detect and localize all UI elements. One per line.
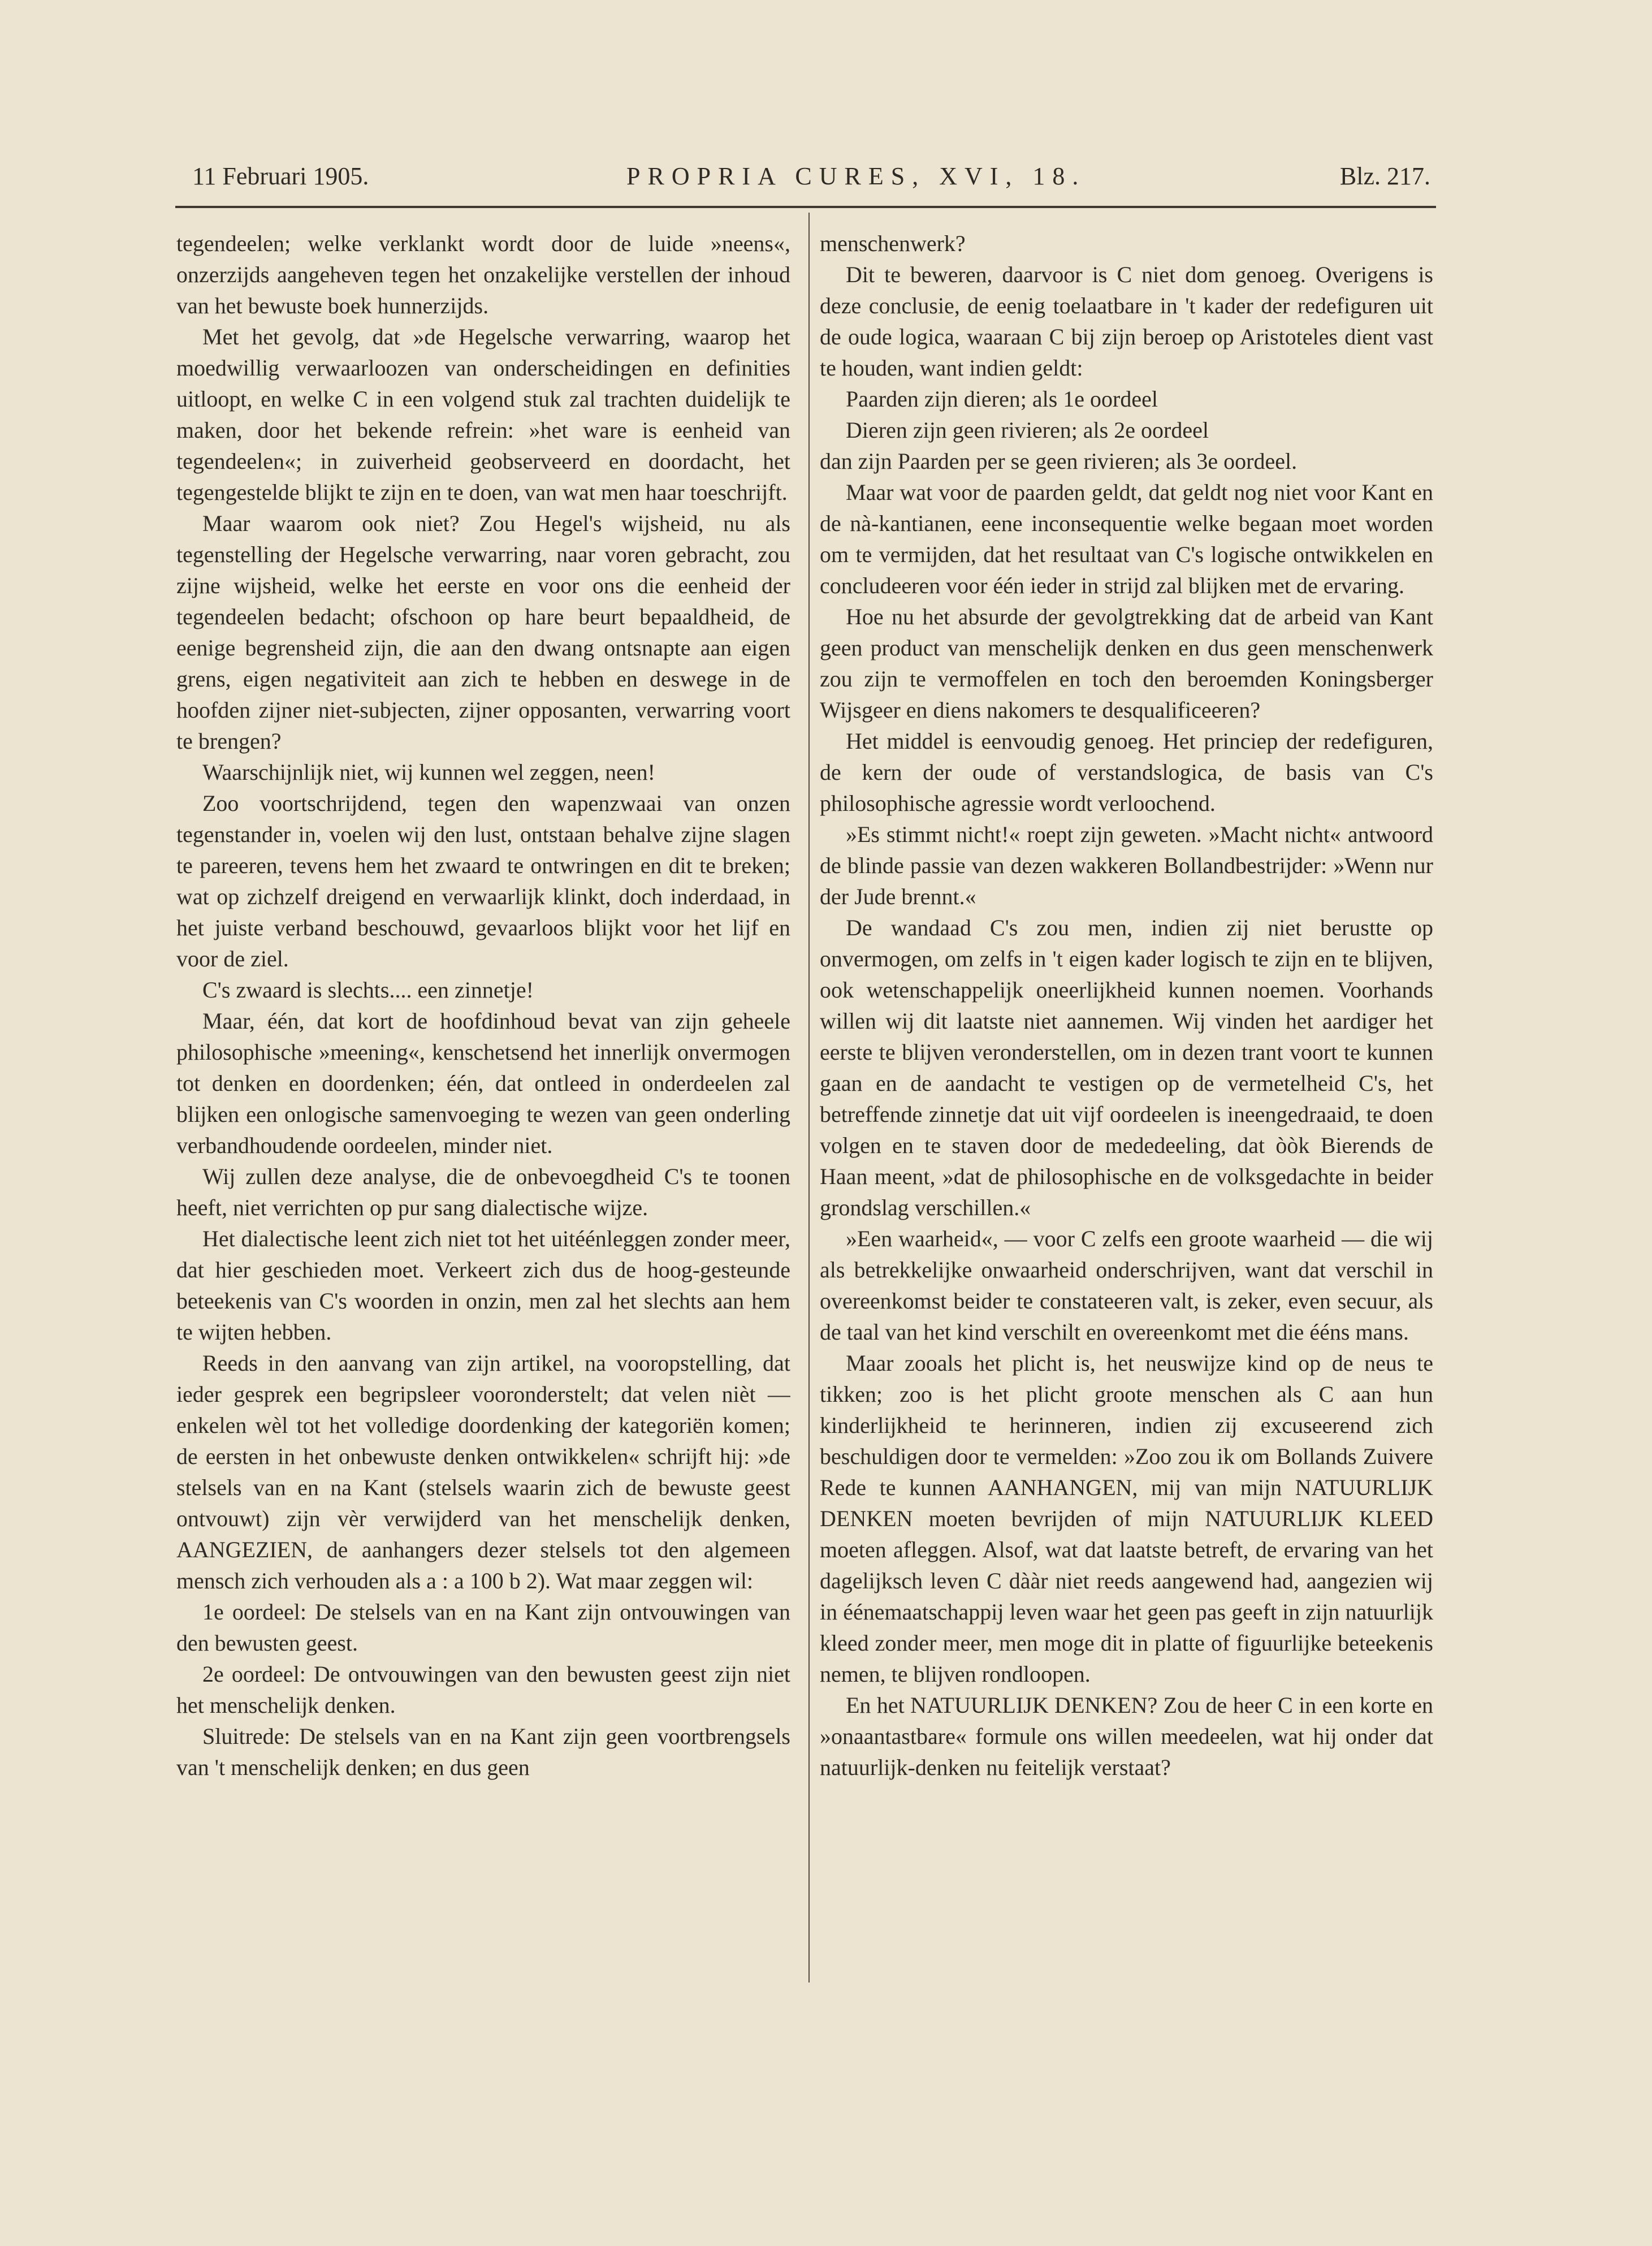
left-paragraph-13: Sluitrede: De stelsels van en na Kant zijn geen voortbrengsels van 't menschelijk denken; en dus geen [176,1724,790,1780]
right-opening-line: menschenwerk? [820,231,966,256]
right-column [820,228,1433,1998]
right-paragraph-3: Hoe nu het absurde der gevolgtrekking dat de arbeid van Kant geen product van menschelijk denken en dus geen menschenwerk zou zijn te vermoffelen en toch den beroemden Koningsberger Wijsgeer en diens nakomers te desqualificeeren? [820,604,1433,723]
column-divider [808,213,810,1982]
right-paragraph-1: Dit te beweren, daarvoor is C niet dom genoeg. Overigens is deze conclusie, de eenig toelaatbare in 't kader der redefiguren uit de oude logica, waaraan C bij zijn beroep op Aristoteles dient vast te houden, want indien geldt: [820,262,1433,381]
left-paragraph-5: Zoo voortschrijdend, tegen den wapenzwaai van onzen tegenstander in, voelen wij den lust, ontstaan behalve zijne slagen te pareeren, tevens hem het zwaard te ontwringen en dit te breken; wat op zichzelf dreigend en verwaarlijk klinkt, doch inderdaad, in het juiste verband beschouwd, gevaarloos blijkt voor het lijf en voor de ziel. [176,791,790,971]
right-paragraph-2: Maar wat voor de paarden geldt, dat geldt nog niet voor Kant en de nà-kantianen, eene inconsequentie welke begaan moet worden om te vermijden, dat het resultaat van C's logische ontwikkelen en concludeeren voor één ieder in strijd zal blijken met de ervaring. [820,480,1433,598]
syllogism-line-3: dan zijn Paarden per se geen rivieren; als 3e oordeel. [820,448,1298,474]
left-paragraph-3: Maar waarom ook niet? Zou Hegel's wijsheid, nu als tegenstelling der Hegelsche verwarring, naar voren gebracht, zou zijne wijsheid, welke het eerste en voor ons die eenheid der tegendeelen bedacht; ofschoon op hare beurt bepaaldheid, de eenige begrensheid zijn, die aan den dwang ontsnapte aan eigen grens, eigen negativiteit aan zich te hebben en deswege in de hoofden zijner niet-subjecten, zijner opposanten, verwarring voort te brengen? [176,511,790,754]
left-paragraph-10: Reeds in den aanvang van zijn artikel, na vooropstelling, dat ieder gesprek een begripsleer vooronderstelt; dat velen nièt — enkelen wèl tot het volledige doordenking der kategoriën komen; de eersten in het onbewuste denken ontwikkelen« schrijft hij: »de stelsels van en na Kant (stelsels waarin zich de bewuste geest ontvouwt) zijn vèr verwijderd van het menschelijk denken, AANGEZIEN, de aanhangers dezer stelsels tot den algemeen mensch zich verhouden als a : a 100 b 2). Wat maar zeggen wil: [176,1350,790,1593]
left-paragraph-6: C's zwaard is slechts.... een zinnetje! [202,977,534,1003]
page-header [192,162,1430,202]
left-paragraph-4: Waarschijnlijk niet, wij kunnen wel zeggen, neen! [202,759,655,785]
issue-date: 11 Februari 1905. [192,162,369,190]
left-paragraph-8: Wij zullen deze analyse, die de onbevoegdheid C's te toonen heeft, niet verrichten op pur sang dialectische wijze. [176,1164,790,1220]
header-rule [175,206,1436,208]
journal-title: PROPRIA CURES, XVI, 18. [626,162,1086,190]
right-paragraph-8: Maar zooals het plicht is, het neuswijze kind op de neus te tikken; zoo is het plicht groote menschen als C aan hun kinderlijkheid te herinneren, indien zij excuseerend zich beschuldigen door te vermelden: »Zoo zou ik om Bollands Zuivere Rede te kunnen AANHANGEN, mij van mijn NATUURLIJK DENKEN moeten bevrijden of mijn NATUURLIJK KLEED moeten afleggen. Alsof, wat dat laatste betreft, de ervaring van het dagelijksch leven C dààr niet reeds aangewend had, aangezien wij in éénemaatschappij leven waar het geen pas geeft in zijn natuurlijk kleed zonder meer, men moge dit in platte of figuurlijke beteekenis nemen, te blijven rondloopen. [820,1350,1433,1687]
right-paragraph-6: De wandaad C's zou men, indien zij niet berustte op onvermogen, om zelfs in 't eigen kader logisch te zijn en te blijven, ook wetenschappelijk oneerlijkheid kunnen noemen. Voorhands willen wij dit laatste niet aannemen. Wij vinden het aardiger het eerste te blijven veronderstellen, om in dezen trant voort te kunnen gaan en de aandacht te vestigen op de vermetelheid C's, het betreffende zinnetje dat uit vijf oordeelen is ineengedraaid, te doen volgen en te staven door de mededeeling, dat òòk Bierends de Haan meent, »dat de philosophische en de volksgedachte in beider grondslag verschillen.« [820,915,1433,1220]
syllogism-line-2: Dieren zijn geen rivieren; als 2e oordeel [846,417,1209,443]
left-column [176,228,790,1998]
left-paragraph-12: 2e oordeel: De ontvouwingen van den bewusten geest zijn niet het menschelijk denken. [176,1661,790,1718]
right-paragraph-5: »Es stimmt nicht!« roept zijn geweten. »Macht nicht« antwoord de blinde passie van dezen wakkeren Bollandbestrijder: »Wenn nur der Jude brennt.« [820,822,1433,909]
left-paragraph-11: 1e oordeel: De stelsels van en na Kant zijn ontvouwingen van den bewusten geest. [176,1599,790,1656]
syllogism-line-1: Paarden zijn dieren; als 1e oordeel [846,386,1158,412]
right-paragraph-9: En het NATUURLIJK DENKEN? Zou de heer C in een korte en »onaantastbare« formule ons willen meedeelen, wat hij onder dat natuurlijk-denken nu feitelijk verstaat? [820,1692,1433,1780]
right-paragraph-7: »Een waarheid«, — voor C zelfs een groote waarheid — die wij als betrekkelijke onwaarheid onderschrijven, want dat verschil in overeenkomst beider te constateeren valt, is zeker, even secuur, als de taal van het kind verschilt en overeenkomt met die ééns mans. [820,1226,1433,1345]
left-paragraph-2: Met het gevolg, dat »de Hegelsche verwarring, waarop het moedwillig verwaarloozen van onderscheidingen en definities uitloopt, en welke C in een volgend stuk zal trachten duidelijk te maken, door het bekende refrein: »het ware is eenheid van tegendeelen«; in zuiverheid geobserveerd en doordacht, het tegengestelde blijkt te zijn en te doen, van wat men haar toeschrijft. [176,324,790,505]
left-paragraph-7: Maar, één, dat kort de hoofdinhoud bevat van zijn geheele philosophische »meening«, kenschetsend het innerlijk onvermogen tot denken en doordenken; één, dat ontleed in onderdeelen zal blijken een onlogische samenvoeging te wezen van geen onderling verbandhoudende oordeelen, minder niet. [176,1008,790,1158]
right-paragraph-4: Het middel is eenvoudig genoeg. Het princiep der redefiguren, de kern der oude of verstandslogica, de basis van C's philosophische agressie wordt verloochend. [820,728,1433,816]
left-paragraph-9: Het dialectische leent zich niet tot het uitéénleggen zonder meer, dat hier geschieden moet. Verkeert zich dus de hoog-gesteunde beteekenis van C's woorden in onzin, men zal het slechts aan hem te wijten hebben. [176,1226,790,1345]
left-paragraph-1: tegendeelen; welke verklankt wordt door de luide »neens«, onzerzijds aangeheven tegen het onzakelijke verstellen der inhoud van het bewuste boek hunnerzijds. [176,231,790,318]
page-number: Blz. 217. [1339,162,1430,190]
